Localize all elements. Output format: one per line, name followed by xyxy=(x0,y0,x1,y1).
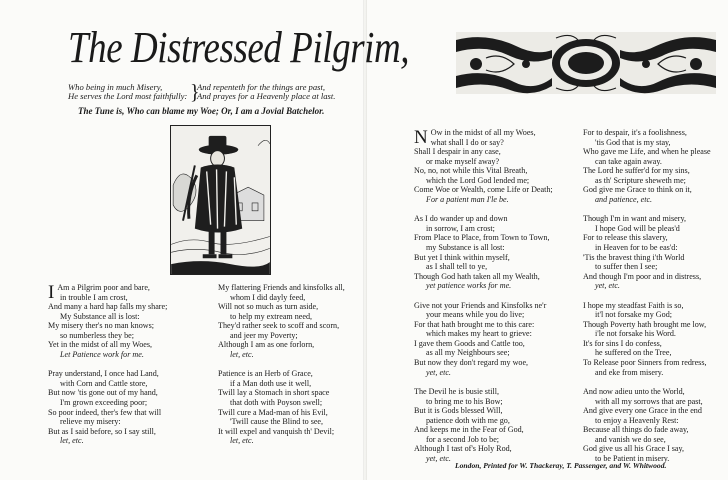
verse-line: Who gave me Life, and when he please xyxy=(583,147,711,157)
verse-line: which the Lord God lended me; xyxy=(426,175,530,185)
stanza xyxy=(414,214,553,290)
verse-line: For to release this slavery, xyxy=(583,233,668,243)
verse-line: Yet in the midst of all my Woes, xyxy=(48,340,153,350)
verse-line: to help my extream need, xyxy=(230,311,313,321)
verse-line: yet patience works for me. xyxy=(426,281,512,291)
verse-line: Twill cure a Mad-man of his Evil, xyxy=(218,407,328,417)
verse-column-3 xyxy=(414,128,553,474)
verse-line: And keeps me in the Fear of God, xyxy=(414,425,524,435)
verse-line: let, etc. xyxy=(230,436,254,446)
verse-column-1 xyxy=(48,283,167,456)
verse-line: Though God hath taken all my Wealth, xyxy=(414,271,540,281)
verse-line: To Release poor Sinners from redress, xyxy=(583,358,707,368)
verse-line: or make myself away? xyxy=(426,156,500,166)
printer-colophon: London, Printed for W. Thackeray, T. Passenger, and W. Whitwood. xyxy=(455,461,667,470)
verse-line: i'le not forsake his Word. xyxy=(595,329,676,339)
verse-line: let, etc. xyxy=(60,436,84,446)
stanza xyxy=(414,128,553,204)
verse-line: to enjoy a Heavenly Rest: xyxy=(595,415,679,425)
stanza xyxy=(218,369,345,445)
verse-line: It's for sins I do confess, xyxy=(583,338,662,348)
verse-line: It will expel and vanquish th' Devil; xyxy=(218,426,335,436)
tune-name: Who can blame my Woe; Or, I am a Jovial Batchelor. xyxy=(126,106,325,116)
verse-line: Because all things do fade away, xyxy=(583,425,689,435)
verse-line: For that hath brought me to this care: xyxy=(414,319,535,329)
verse-line: yet, etc. xyxy=(595,281,620,291)
subtitle-right xyxy=(197,83,335,101)
verse-line: But it is Gods blessed Will, xyxy=(414,406,503,416)
tune-line xyxy=(78,106,324,116)
verse-line: yet, etc. xyxy=(426,453,451,463)
subtitle-right-line: And prayes for a Heavenly place at last. xyxy=(197,91,336,102)
stanza xyxy=(414,301,553,377)
verse-line: in trouble I am crost, xyxy=(60,292,128,302)
verse-line: But as I said before, so I say still, xyxy=(48,426,156,436)
verse-line: Give not your Friends and Kinsfolks ne'r xyxy=(414,300,547,310)
subtitle-left-line: He serves the Lord most faithfully: xyxy=(68,91,188,102)
verse-line: Though I'm in want and misery, xyxy=(583,214,686,224)
verse-line: 'tis God that is my stay, xyxy=(595,137,671,147)
verse-line: which makes my heart to grieve: xyxy=(426,329,532,339)
verse-line: 'Twill cause the Blind to see, xyxy=(230,417,324,427)
verse-line: in sorrow, I am crost; xyxy=(426,223,495,233)
verse-line: And though I'm poor and in distress, xyxy=(583,271,702,281)
verse-line: can take again away. xyxy=(595,156,662,166)
stanza xyxy=(48,283,167,359)
pilgrim-woodcut-illustration xyxy=(171,126,270,274)
verse-line: as I shall tell to ye, xyxy=(426,262,488,272)
ballad-title: The Distressed Pilgrim, xyxy=(68,23,410,72)
verse-line: I gave them Goods and Cattle too, xyxy=(414,338,525,348)
verse-line: The Lord he suffer'd for my sins, xyxy=(583,166,690,176)
verse-line: And now adieu unto the World, xyxy=(583,387,685,397)
verse-line: But now they don't regard my woe, xyxy=(414,358,529,368)
verse-line: But now 'tis gone out of my hand, xyxy=(48,388,158,398)
verse-line: Will not so much as turn aside, xyxy=(218,302,319,312)
subtitle-left xyxy=(68,83,187,101)
verse-line: I hope God will be pleas'd xyxy=(595,223,680,233)
verse-line: But yet I think within myself, xyxy=(414,252,510,262)
verse-line: as all my Neighbours see; xyxy=(426,348,510,358)
verse-line: and vanish we do see, xyxy=(595,434,666,444)
verse-line: what shall I do or say? xyxy=(430,137,504,147)
verse-line: and eke from misery. xyxy=(595,367,664,377)
verse-line: No, no, not while this Vital Breath, xyxy=(414,166,528,176)
verse-column-4 xyxy=(583,128,711,474)
verse-line: if a Man doth use it well, xyxy=(230,378,312,388)
verse-column-2 xyxy=(218,283,345,456)
verse-line: My flattering Friends and kinsfolks all, xyxy=(218,283,345,292)
verse-line: it'l not forsake my God; xyxy=(595,310,672,320)
verse-line: Patience is an Herb of Grace, xyxy=(218,369,313,379)
verse-line: Let Patience work for me. xyxy=(60,349,144,359)
verse-line: For a patient man I'le be. xyxy=(426,194,509,204)
verse-line: Although I am as one forlorn, xyxy=(218,340,315,350)
verse-line: my Substance is all lost: xyxy=(426,243,505,253)
verse-line: Am a Pilgrim poor and bare, xyxy=(57,283,150,292)
verse-line: Come Woe or Wealth, come Life or Death; xyxy=(414,185,553,195)
verse-line: and jeer my Poverty; xyxy=(230,330,298,340)
stanza xyxy=(218,283,345,359)
verse-line: relieve my misery: xyxy=(60,417,121,427)
verse-line: to be Patient in misery. xyxy=(595,453,670,463)
verse-line: with Corn and Cattle store, xyxy=(60,378,148,388)
verse-line: As I do wander up and down xyxy=(414,214,508,224)
verse-line: My misery ther's no man knows; xyxy=(48,321,154,331)
verse-line: And many a hard hap falls my share; xyxy=(48,302,168,312)
verse-line: and patience, etc. xyxy=(595,194,653,204)
verse-line: I'm grown exceeding poor; xyxy=(60,398,148,408)
verse-line: Though Poverty hath brought me low, xyxy=(583,319,707,329)
verse-line: And give every one Grace in the end xyxy=(583,406,702,416)
drop-cap: N xyxy=(414,127,428,148)
verse-line: Although I tast of's Holy Rod, xyxy=(414,444,512,454)
stanza xyxy=(583,128,711,204)
stanza xyxy=(583,387,711,463)
subtitle-brace: } xyxy=(190,80,200,104)
verse-line: yet, etc. xyxy=(426,367,451,377)
decorative-ornament xyxy=(456,32,716,94)
verse-line: let, etc. xyxy=(230,349,254,359)
verse-line: Ow in the midst of all my Woes, xyxy=(430,128,536,137)
verse-line: he suffered on the Tree, xyxy=(595,348,672,358)
pilgrim-woodcut xyxy=(170,125,271,275)
verse-line: 'Tis the bravest thing i'th World xyxy=(583,252,685,262)
verse-line: For to despair, it's a foolishness, xyxy=(583,128,687,137)
verse-line: Twill lay a Stomach in short space xyxy=(218,388,330,398)
verse-line: So poor indeed, ther's few that will xyxy=(48,407,162,417)
verse-line: to suffer then I see; xyxy=(595,262,658,272)
stanza xyxy=(48,369,167,445)
stanza xyxy=(414,387,553,463)
verse-line: They'd rather seek to scoff and scorn, xyxy=(218,321,340,331)
verse-line: in Heaven for to be eas'd: xyxy=(595,243,678,253)
subtitle-right-line: And repenteth for the things are past, xyxy=(197,82,326,92)
stanza xyxy=(583,301,711,377)
ornament-illustration xyxy=(456,32,716,94)
stanza xyxy=(583,214,711,290)
verse-line: Pray understand, I once had Land, xyxy=(48,369,159,379)
verse-line: The Devil he is busie still, xyxy=(414,387,499,397)
verse-line: patience doth with me go, xyxy=(426,415,510,425)
verse-line: so numberless they be; xyxy=(60,330,134,340)
tune-prefix: The Tune is, xyxy=(78,106,127,116)
verse-line: From Place to Place, from Town to Town, xyxy=(414,233,550,243)
verse-line: that doth with Poyson swell; xyxy=(230,398,323,408)
verse-line: for a second Job to be; xyxy=(426,434,500,444)
verse-line: Shall I despair in any case, xyxy=(414,147,501,157)
drop-cap: I xyxy=(48,282,55,303)
verse-line: God give me Grace to think on it, xyxy=(583,185,692,195)
verse-line: whom I did dayly feed, xyxy=(230,292,306,302)
subtitle-left-line: Who being in much Misery, xyxy=(68,82,163,92)
verse-line: with all my sorrows that are past, xyxy=(595,396,703,406)
verse-line: to bring me to his Bow; xyxy=(426,396,503,406)
verse-line: My Substance all is lost: xyxy=(60,311,140,321)
verse-line: your means while you do live; xyxy=(426,310,525,320)
verse-line: I hope my steadfast Faith is so, xyxy=(583,300,684,310)
verse-line: as th' Scripture sheweth me; xyxy=(595,175,686,185)
verse-line: God give us all his Grace I say, xyxy=(583,444,685,454)
